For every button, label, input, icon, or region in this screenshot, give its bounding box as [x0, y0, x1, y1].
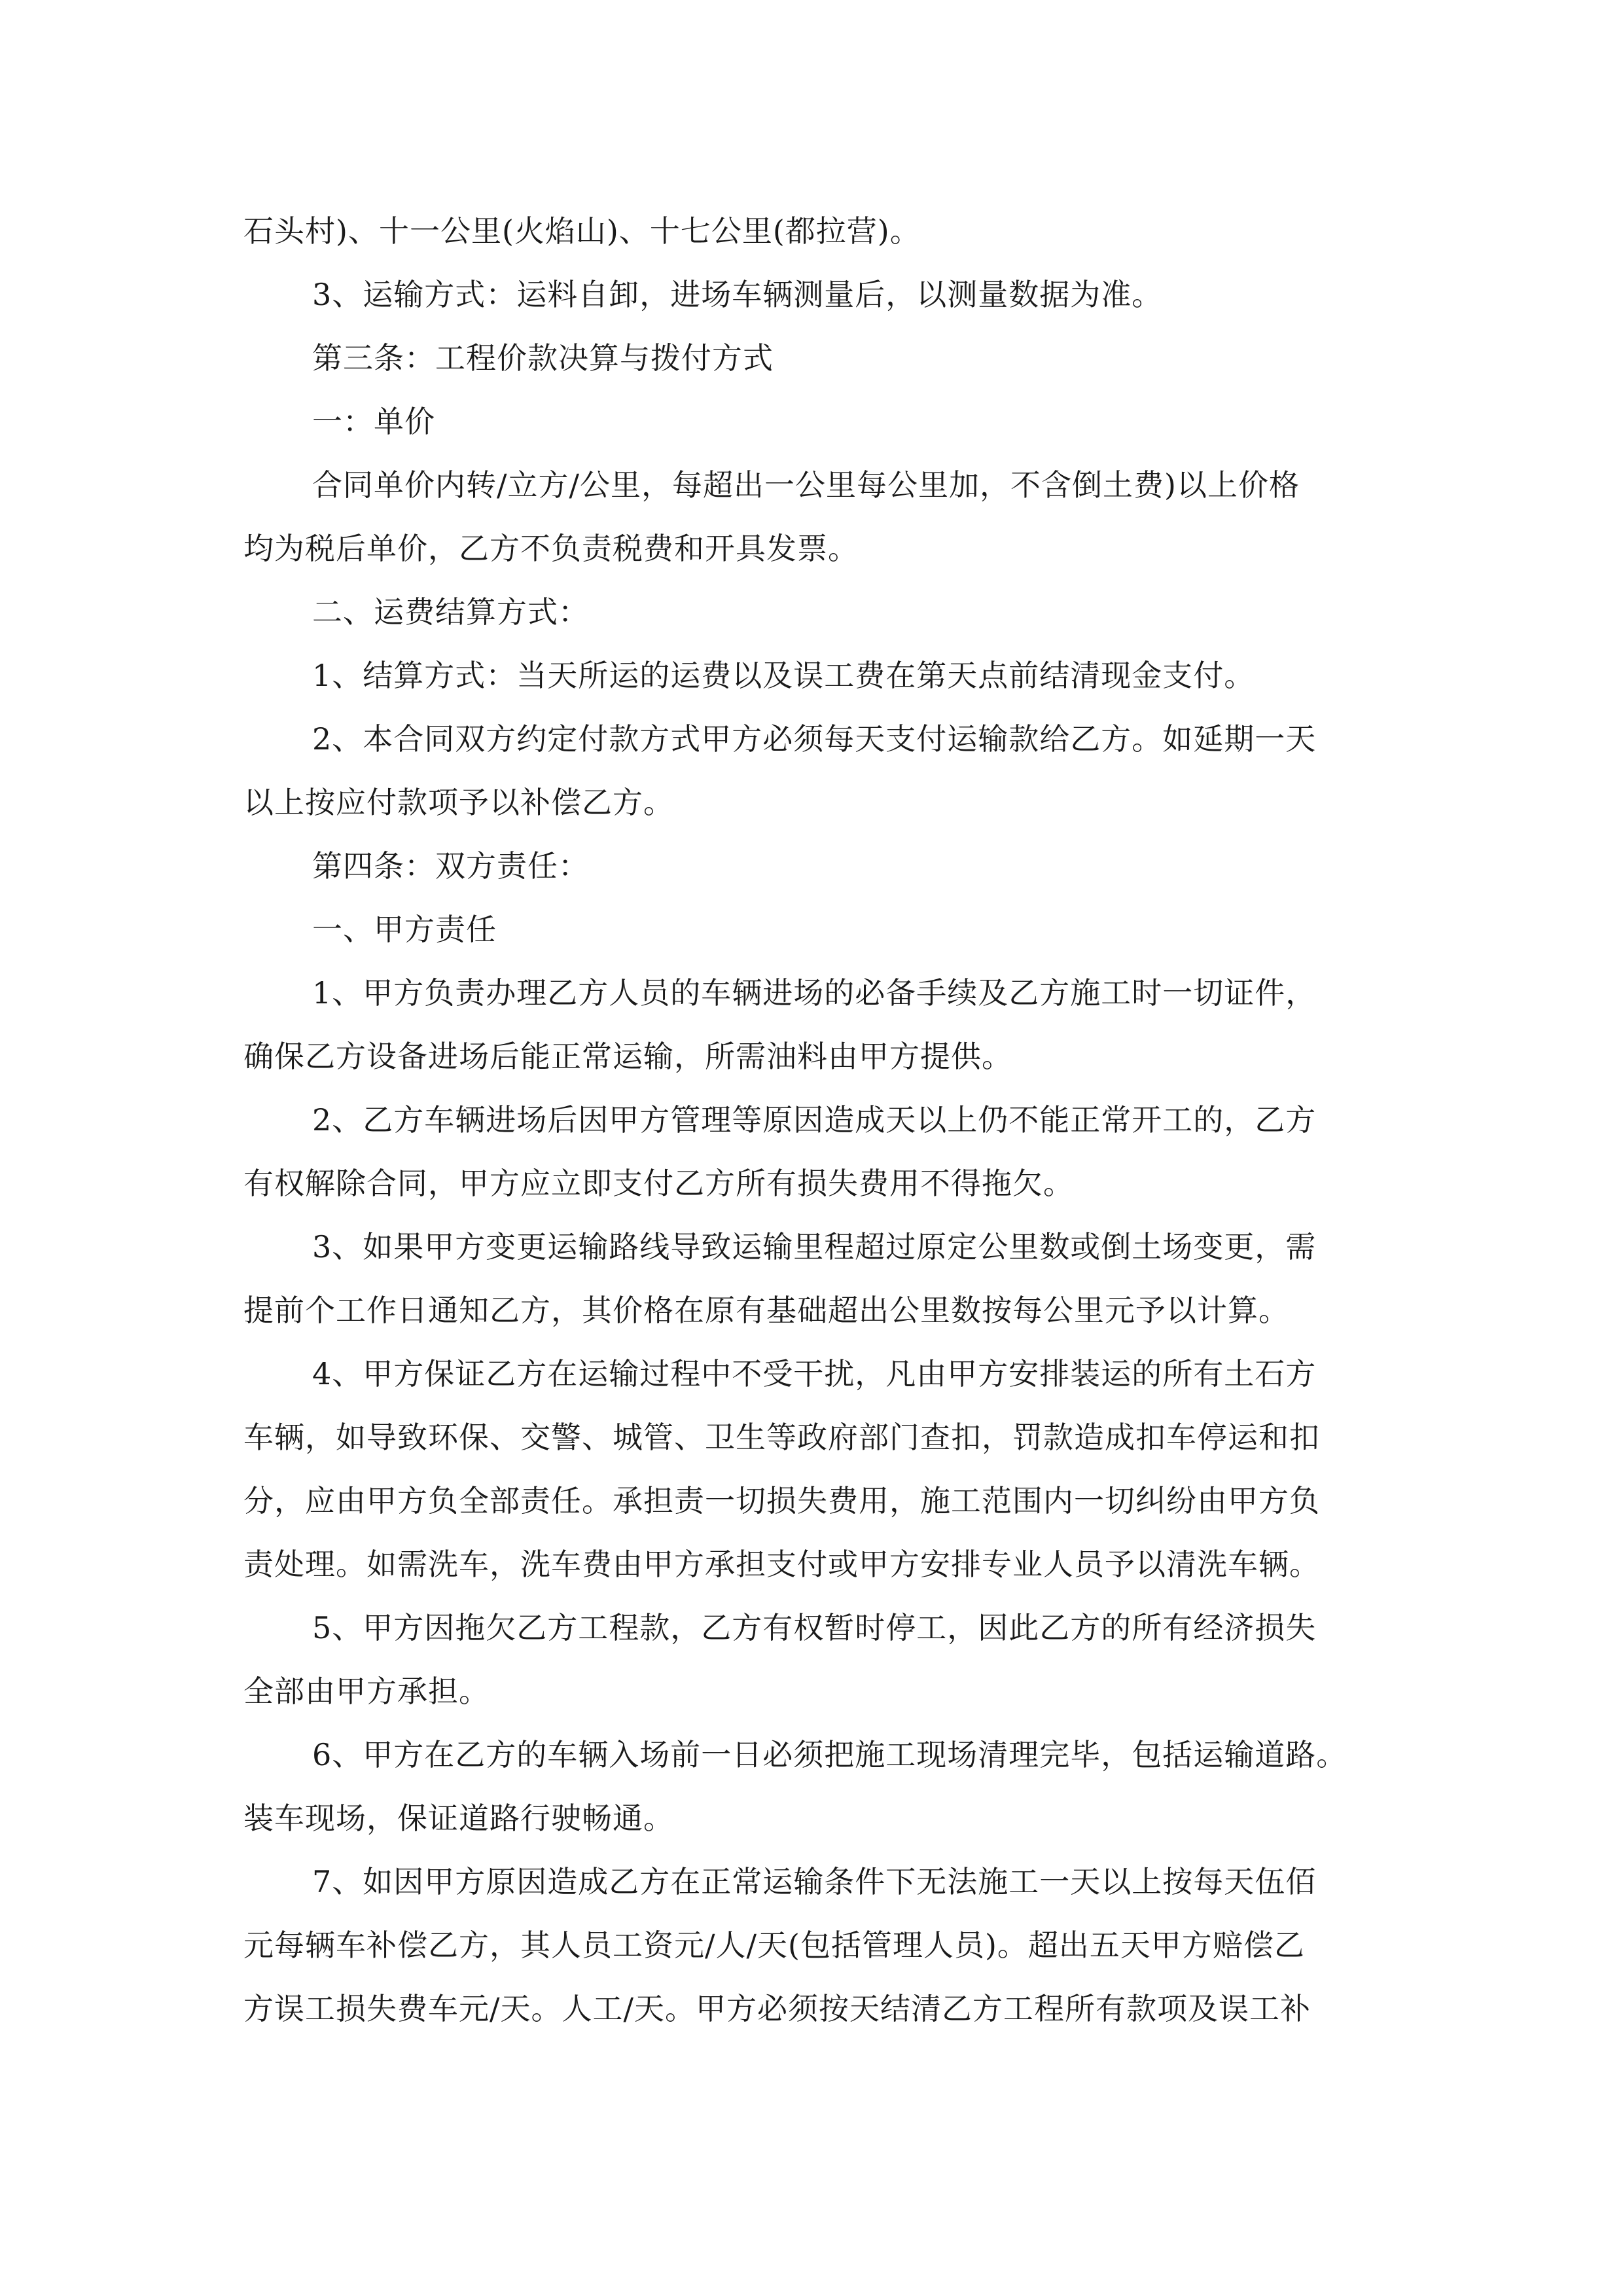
paragraph-14-line-3: 分，应由甲方负全部责任。承担责一切损失费用，施工范围内一切纠纷由甲方负 [243, 1483, 1320, 1518]
document-body [243, 200, 1395, 2041]
paragraph-16-line-1: 6、甲方在乙方的车辆入场前一日必须把施工现场清理完毕，包括运输道路。 [312, 1737, 1347, 1772]
paragraph-8-line-2: 以上按应付款项予以补偿乙方。 [243, 785, 674, 820]
paragraph-8-line-1: 2、本合同双方约定付款方式甲方必须每天支付运输款给乙方。如延期一天 [312, 721, 1317, 757]
paragraph-15-line-2: 全部由甲方承担。 [243, 1674, 490, 1709]
paragraph-5-line-1: 合同单价内转/立方/公里，每超出一公里每公里加，不含倒土费)以上价格 [312, 467, 1300, 503]
paragraph-7-line-1: 1、结算方式：当天所运的运费以及误工费在第天点前结清现金支付。 [312, 658, 1255, 693]
paragraph-9-line-1: 第四条：双方责任： [312, 848, 589, 884]
paragraph-10-line-1: 一、甲方责任 [312, 912, 497, 947]
paragraph-15-line-1: 5、甲方因拖欠乙方工程款，乙方有权暂时停工，因此乙方的所有经济损失 [312, 1610, 1317, 1645]
paragraph-3-line-1: 第三条：工程价款决算与拨付方式 [312, 340, 774, 376]
paragraph-14-line-2: 车辆，如导致环保、交警、城管、卫生等政府部门查扣，罚款造成扣车停运和扣 [243, 1420, 1320, 1455]
paragraph-16-line-2: 装车现场，保证道路行驶畅通。 [243, 1801, 674, 1836]
paragraph-5-line-2: 均为税后单价，乙方不负责税费和开具发票。 [243, 531, 859, 566]
paragraph-17-line-2: 元每辆车补偿乙方，其人员工资元/人/天(包括管理人员)。超出五天甲方赔偿乙 [243, 1928, 1305, 1963]
paragraph-12-line-2: 有权解除合同，甲方应立即支付乙方所有损失费用不得拖欠。 [243, 1166, 1074, 1201]
paragraph-12-line-1: 2、乙方车辆进场后因甲方管理等原因造成天以上仍不能正常开工的，乙方 [312, 1102, 1317, 1138]
paragraph-1-line-1: 石头村)、十一公里(火焰山)、十七公里(都拉营)。 [243, 213, 921, 249]
paragraph-13-line-2: 提前个工作日通知乙方，其价格在原有基础超出公里数按每公里元予以计算。 [243, 1293, 1289, 1328]
paragraph-14-line-4: 责处理。如需洗车，洗车费由甲方承担支付或甲方安排专业人员予以清洗车辆。 [243, 1547, 1320, 1582]
paragraph-11-line-2: 确保乙方设备进场后能正常运输，所需油料由甲方提供。 [243, 1039, 1012, 1074]
paragraph-17-line-1: 7、如因甲方原因造成乙方在正常运输条件下无法施工一天以上按每天伍佰 [312, 1864, 1317, 1899]
paragraph-4-line-1: 一：单价 [312, 404, 435, 439]
paragraph-6-line-1: 二、运费结算方式： [312, 594, 589, 630]
paragraph-14-line-1: 4、甲方保证乙方在运输过程中不受干扰，凡由甲方安排装运的所有土石方 [312, 1356, 1317, 1391]
paragraph-2-line-1: 3、运输方式：运料自卸，进场车辆测量后，以测量数据为准。 [312, 277, 1163, 312]
paragraph-13-line-1: 3、如果甲方变更运输路线导致运输里程超过原定公里数或倒土场变更，需 [312, 1229, 1317, 1265]
paragraph-17-line-3: 方误工损失费车元/天。人工/天。甲方必须按天结清乙方工程所有款项及误工补 [243, 1991, 1311, 2026]
paragraph-11-line-1: 1、甲方负责办理乙方人员的车辆进场的必备手续及乙方施工时一切证件， [312, 975, 1317, 1011]
